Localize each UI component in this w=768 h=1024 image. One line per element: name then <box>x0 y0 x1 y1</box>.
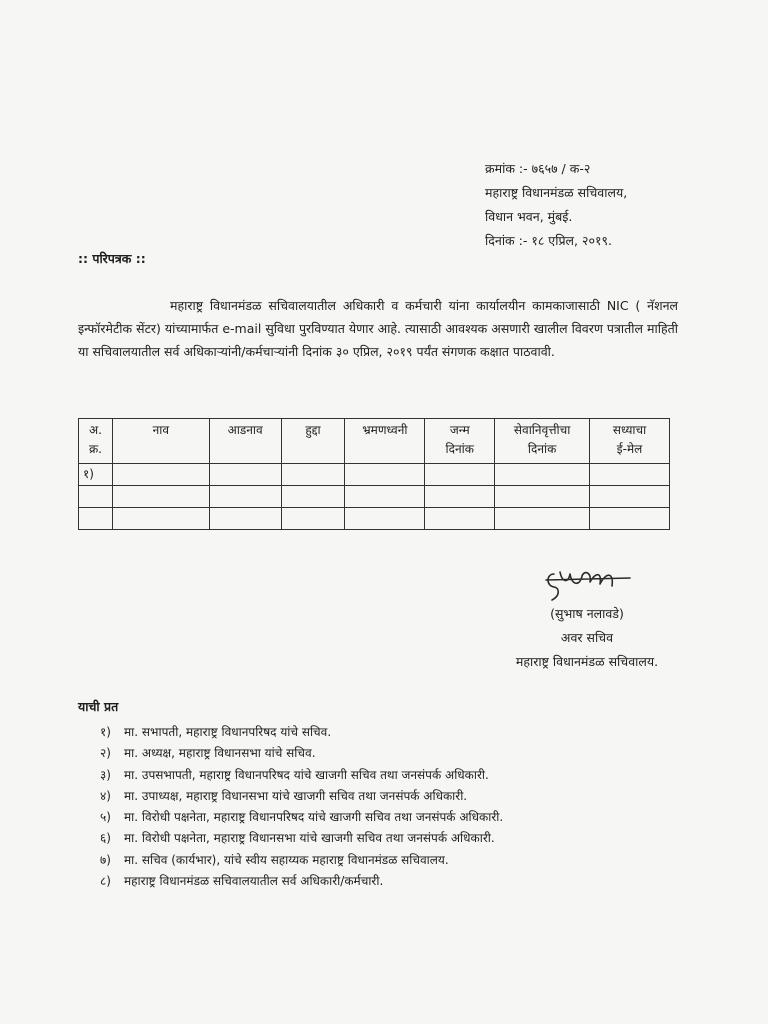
table-cell <box>425 508 495 530</box>
table-cell <box>79 508 113 530</box>
table-cell <box>112 486 209 508</box>
header-retirement-date <box>495 419 590 464</box>
table-cell <box>79 486 113 508</box>
table-cell <box>495 508 590 530</box>
header-serial <box>79 419 113 464</box>
item-number: ६) <box>100 831 111 846</box>
table-cell <box>425 464 495 486</box>
signatory-office: महाराष्ट्र विधानमंडळ सचिवालय. <box>515 654 659 669</box>
list-item <box>100 743 503 764</box>
details-form-table <box>78 418 670 530</box>
item-number: ७) <box>100 852 111 867</box>
table-cell <box>590 464 670 486</box>
item-text: मा. विरोधी पक्षनेता, महाराष्ट्र विधानपरिषद यांचे खाजगी सचिव तथा जनसंपर्क अधिकारी. <box>124 810 504 825</box>
copy-to-title: याची प्रत <box>78 699 119 714</box>
item-text: मा. उपसभापती, महाराष्ट्र विधानपरिषद यांचे खाजगी सचिव तथा जनसंपर्क अधिकारी. <box>124 767 489 782</box>
header-birth-date-line1: जन्म <box>449 423 470 437</box>
header-email-line2: ई-मेल <box>616 442 643 456</box>
list-item <box>100 807 503 828</box>
table-header-row <box>79 419 670 464</box>
item-text: महाराष्ट्र विधानमंडळ सचिवालयातील सर्व अधिकारी/कर्मचारी. <box>124 874 384 889</box>
item-number: ८) <box>100 874 111 889</box>
table-row <box>79 486 670 508</box>
signatory-name: (सुभाष नलावडे) <box>550 606 624 621</box>
header-birth-date-line2: दिनांक <box>445 442 474 456</box>
item-number: ५) <box>100 810 111 825</box>
table-row <box>79 508 670 530</box>
office-name: महाराष्ट्र विधानमंडळ सचिवालय, <box>485 185 628 200</box>
item-text: मा. विरोधी पक्षनेता, महाराष्ट्र विधानसभा यांचे खाजगी सचिव तथा जनसंपर्क अधिकारी. <box>124 831 495 846</box>
table-cell <box>345 508 425 530</box>
signatory-designation: अवर सचिव <box>560 630 614 645</box>
header-retirement-line1: सेवानिवृत्तीचा <box>513 423 571 437</box>
item-number: ४) <box>100 788 111 803</box>
table-cell <box>495 486 590 508</box>
row-serial: १) <box>79 464 113 486</box>
table-row <box>79 464 670 486</box>
item-text: मा. उपाध्यक्ष, महाराष्ट्र विधानसभा यांचे खाजगी सचिव तथा जनसंपर्क अधिकारी. <box>124 788 468 803</box>
table-cell <box>495 464 590 486</box>
item-text: मा. अध्यक्ष, महाराष्ट्र विधानसभा यांचे सचिव. <box>124 746 316 761</box>
table-cell <box>590 486 670 508</box>
office-address: विधान भवन, मुंबई. <box>485 209 573 224</box>
table-cell <box>209 486 281 508</box>
header-surname: आडनाव <box>209 419 281 464</box>
table-cell <box>345 464 425 486</box>
table-cell <box>281 486 345 508</box>
circular-date: दिनांक :- १८ एप्रिल, २०१९. <box>485 233 612 248</box>
list-item <box>100 722 503 743</box>
item-text: मा. सचिव (कार्यभार), यांचे स्वीय सहाय्यक महाराष्ट्र विधानमंडळ सचिवालय. <box>124 852 449 867</box>
list-item <box>100 765 503 786</box>
header-birth-date <box>425 419 495 464</box>
table-cell <box>281 464 345 486</box>
table-cell <box>112 464 209 486</box>
table-cell <box>112 508 209 530</box>
header-mobile: भ्रमणध्वनी <box>345 419 425 464</box>
table-cell <box>590 508 670 530</box>
table-cell <box>425 486 495 508</box>
header-email-line1: सध्याचा <box>612 423 647 437</box>
header-retirement-line2: दिनांक <box>527 442 557 456</box>
list-item <box>100 786 503 807</box>
signature-block <box>497 602 677 674</box>
item-number: १) <box>100 725 111 739</box>
table-cell <box>281 508 345 530</box>
list-item <box>100 828 503 849</box>
table-cell <box>209 508 281 530</box>
circular-heading: :: परिपत्रक :: <box>78 251 146 266</box>
item-number: ३) <box>100 767 111 782</box>
item-text: मा. सभापती, महाराष्ट्र विधानपरिषद यांचे सचिव. <box>124 725 332 739</box>
reference-number: क्रमांक :- ७६५७ / क-२ <box>485 161 591 176</box>
header-current-email <box>590 419 670 464</box>
header-serial-line1: अ. <box>88 423 102 437</box>
list-item <box>100 850 503 871</box>
header-serial-line2: क्र. <box>88 442 102 456</box>
handwritten-signature <box>540 560 640 608</box>
header-designation: हुद्दा <box>281 419 345 464</box>
table-cell <box>345 486 425 508</box>
circular-body: महाराष्ट्र विधानमंडळ सचिवालयातील अधिकारी व कर्मचारी यांना कार्यालयीन कामकाजासाठी NIC ( नॅशनल इन्फॉरमेटीक सेंटर) यांच्यामार्फत e-mail सुविधा पुरविण्यात येणार आहे. त्यासाठी आवश्यक असणारी खालील विवरण पत्रातील माहिती या सचिवालयातील सर्व अधिकाऱ्यांनी/कर्मचाऱ्यांनी दिनांक ३० एप्रिल, २०१९ पर्यंत संगणक कक्षात पाठवावी. <box>78 298 678 359</box>
item-number: २) <box>100 746 111 761</box>
copy-to-list <box>100 722 503 892</box>
table-cell <box>209 464 281 486</box>
reference-block <box>485 157 627 253</box>
list-item <box>100 871 503 892</box>
header-name: नाव <box>112 419 209 464</box>
